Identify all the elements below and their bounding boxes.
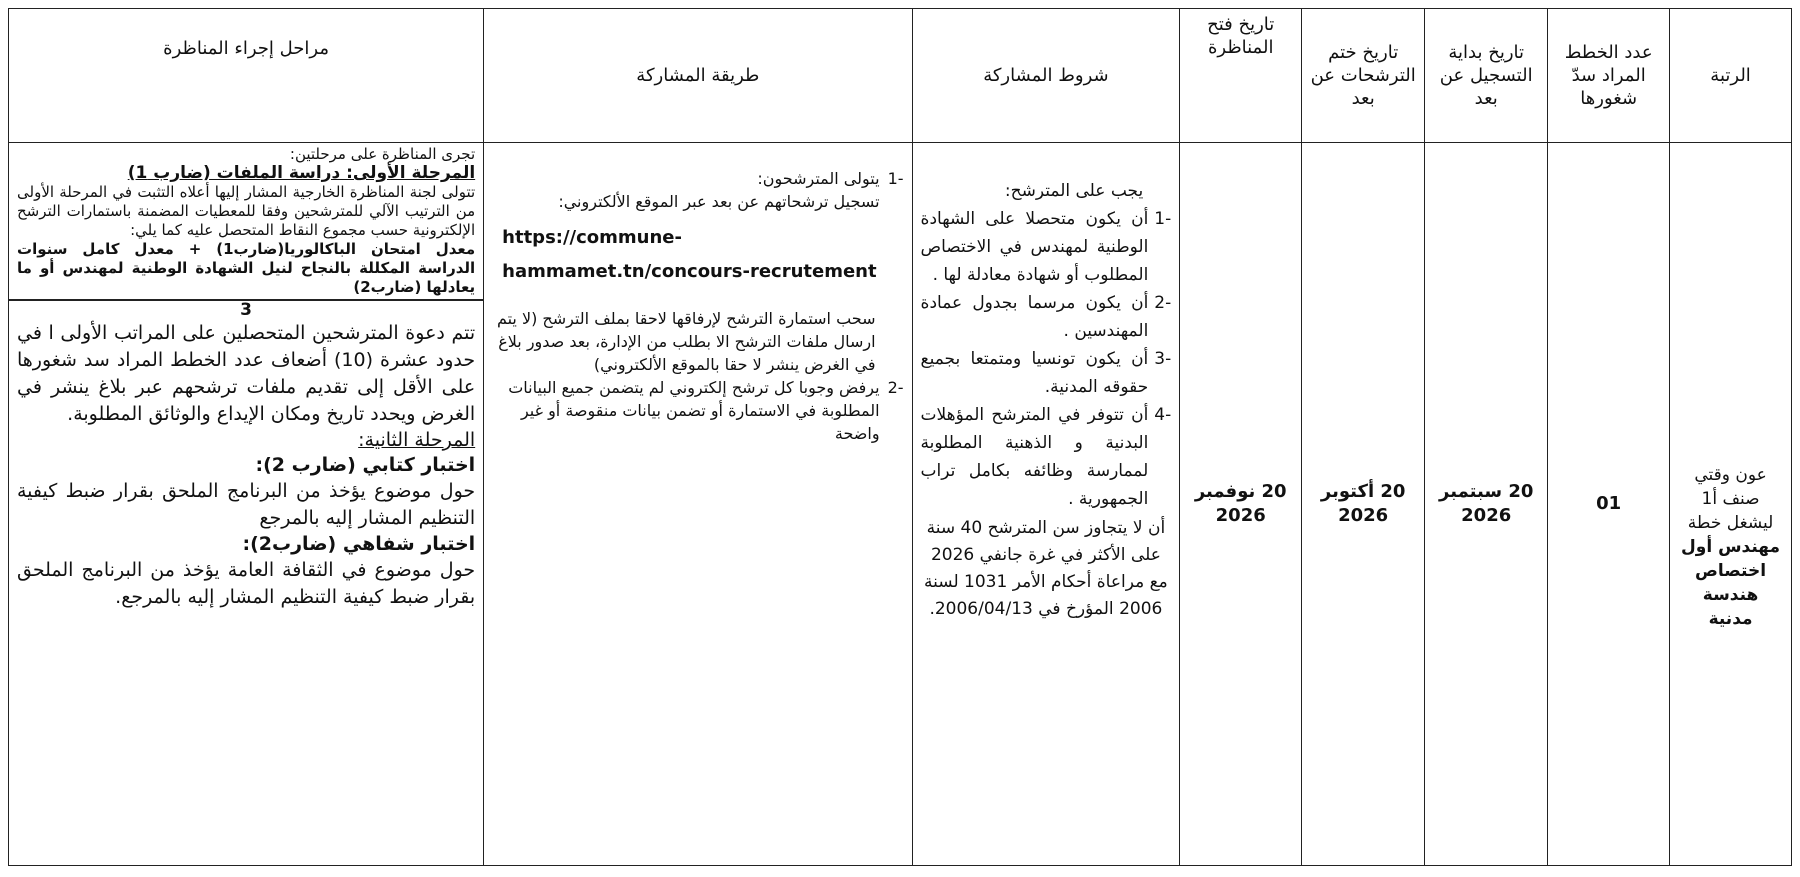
phase1-text: تتولى لجنة المناظرة الخارجية المشار إليها أعلاه التثبت في المرحلة الأولى من الترتيب الآلي للمترشحين وفقا للمعطيات المضمنة باستمارات الترشح الإلكترونية حسب مجموع النقاط المتحصل عليه كما يلي: [17, 183, 476, 239]
positions-cell: 01 [1548, 143, 1670, 866]
header-registration-start: تاريخ بداية التسجيل عن بعد [1425, 9, 1548, 143]
header-rank: الرتبة [1670, 9, 1792, 143]
conditions-intro: يجب على المترشح: [1004, 181, 1144, 201]
rank-cell [1670, 143, 1792, 866]
rank-title: مهندس أول اختصاص هندسة مدنية [1681, 537, 1781, 629]
marker: 3 [240, 300, 252, 320]
method-paragraph: يرفض وجوبا كل ترشح إلكتروني لم يتضمن جميع البيانات المطلوبة في الاستمارة أو تضمن بيانات منقوصة أو غير واضحة [508, 378, 880, 443]
item-text: أن تتوفر في المترشح المؤهلات البدنية و الذهنية المطلوبة لممارسة وظائفه بكامل تراب الجمهورية . [920, 405, 1149, 509]
rank-line: ليشغل خطة [1687, 513, 1774, 533]
item-text: أن يكون متحصلا على الشهادة الوطنية لمهندس في الاختصاص المطلوب أو شهادة معادلة لها . [920, 209, 1149, 285]
rank-line: عون وقتي [1694, 465, 1767, 485]
registration-end-cell: 20 أكتوبر 2026 [1302, 143, 1425, 866]
phase1-title: المرحلة الأولى: دراسة الملفات (ضارب 1) [127, 163, 476, 183]
contest-open-cell: 20 نوفمبر 2026 [1180, 143, 1302, 866]
written-exam-text: حول موضوع يؤخذ من البرنامج الملحق بقرار ضبط كيفية التنظيم المشار إليه بالمرجع [17, 480, 476, 529]
written-exam-title: اختبار كتابي (ضارب 2): [255, 454, 476, 476]
header-stages: مراحل إجراء المناظرة [9, 9, 484, 143]
list-item [921, 289, 1172, 345]
header-method: طريقة المشاركة [484, 9, 912, 143]
method-paragraph: تسجيل ترشحاتهم عن بعد عبر الموقع الألكتروني: [558, 192, 880, 211]
item-number: -1 [1154, 209, 1172, 229]
registration-start-cell: 20 سبتمبر 2026 [1425, 143, 1548, 866]
stages-cell [9, 143, 484, 866]
header-registration-end: تاريخ ختم الترشحات عن بعد [1302, 9, 1425, 143]
method-paragraph: يتولى المترشحون: [757, 169, 880, 188]
step-number: -1 [887, 169, 904, 188]
invite-text: تتم دعوة المترشحين المتحصلين على المراتب الأولى ا في حدود عشرة (10) أضعاف عدد الخطط المراد سد شغورها على الأقل إلى تقديم ملفات ترشحهم عبر بلاغ ينشر في الغرض ويحدد تاريخ ومكان الإيداع والوثائق المطلوبة. [17, 322, 476, 425]
stages-intro: تجرى المناظرة على مرحلتين: [289, 145, 476, 163]
oral-exam-title: اختبار شفاهي (ضارب2): [242, 533, 476, 555]
method-step-1 [492, 167, 903, 213]
method-paragraph: سحب استمارة الترشح لإرفاقها لاحقا بملف الترشح (لا يتم ارسال ملفات الترشح الا بطلب من الإدارة، بعد صدور بلاغ في الغرض ينشر لا حقا بالموقع الألكتروني) [496, 309, 876, 374]
list-item [921, 401, 1172, 513]
conditions-cell [912, 143, 1180, 866]
item-text: أن يكون مرسما بجدول عمادة المهندسين . [920, 293, 1149, 341]
header-contest-open: تاريخ فتح المناظرة [1180, 9, 1302, 143]
list-item [921, 205, 1172, 289]
phase2-title: المرحلة الثانية: [358, 429, 476, 451]
age-rule: أن لا يتجاوز سن المترشح 40 سنة على الأكثر في غرة جانفي 2026 مع مراعاة أحكام الأمر 1031 لسنة 2006 المؤرخ في 2006/04/13. [924, 518, 1168, 619]
method-cell [484, 143, 912, 866]
rank-line: صنف أ1 [1701, 489, 1760, 509]
item-number: -4 [1154, 405, 1172, 425]
item-number: -3 [1154, 349, 1172, 369]
header-row [9, 9, 1792, 143]
oral-exam-text: حول موضوع في الثقافة العامة يؤخذ من البرنامج الملحق بقرار ضبط كيفية التنظيم المشار إليه بالمرجع. [17, 559, 476, 608]
item-text: أن يكون تونسيا ومتمتعا بجميع حقوقه المدنية. [920, 349, 1149, 397]
table-row [9, 143, 1792, 866]
header-positions: عدد الخطط المراد سدّ شغورها [1548, 9, 1670, 143]
step-body [558, 167, 879, 213]
registration-link[interactable]: https://commune-hammamet.tn/concours-recrutement [502, 227, 877, 282]
item-number: -2 [1154, 293, 1172, 313]
phase1-formula: معدل امتحان الباكالوريا(ضارب1) + معدل كامل سنوات الدراسة المكللة بالنجاح لنيل الشهادة الوطنية لمهندس أو ما يعادلها (ضارب2) [17, 240, 476, 296]
step-number: -2 [887, 378, 904, 397]
method-step-2 [492, 376, 903, 445]
conditions-list [921, 205, 1172, 513]
header-conditions: شروط المشاركة [912, 9, 1180, 143]
recruitment-table [8, 8, 1792, 866]
list-item [921, 345, 1172, 401]
